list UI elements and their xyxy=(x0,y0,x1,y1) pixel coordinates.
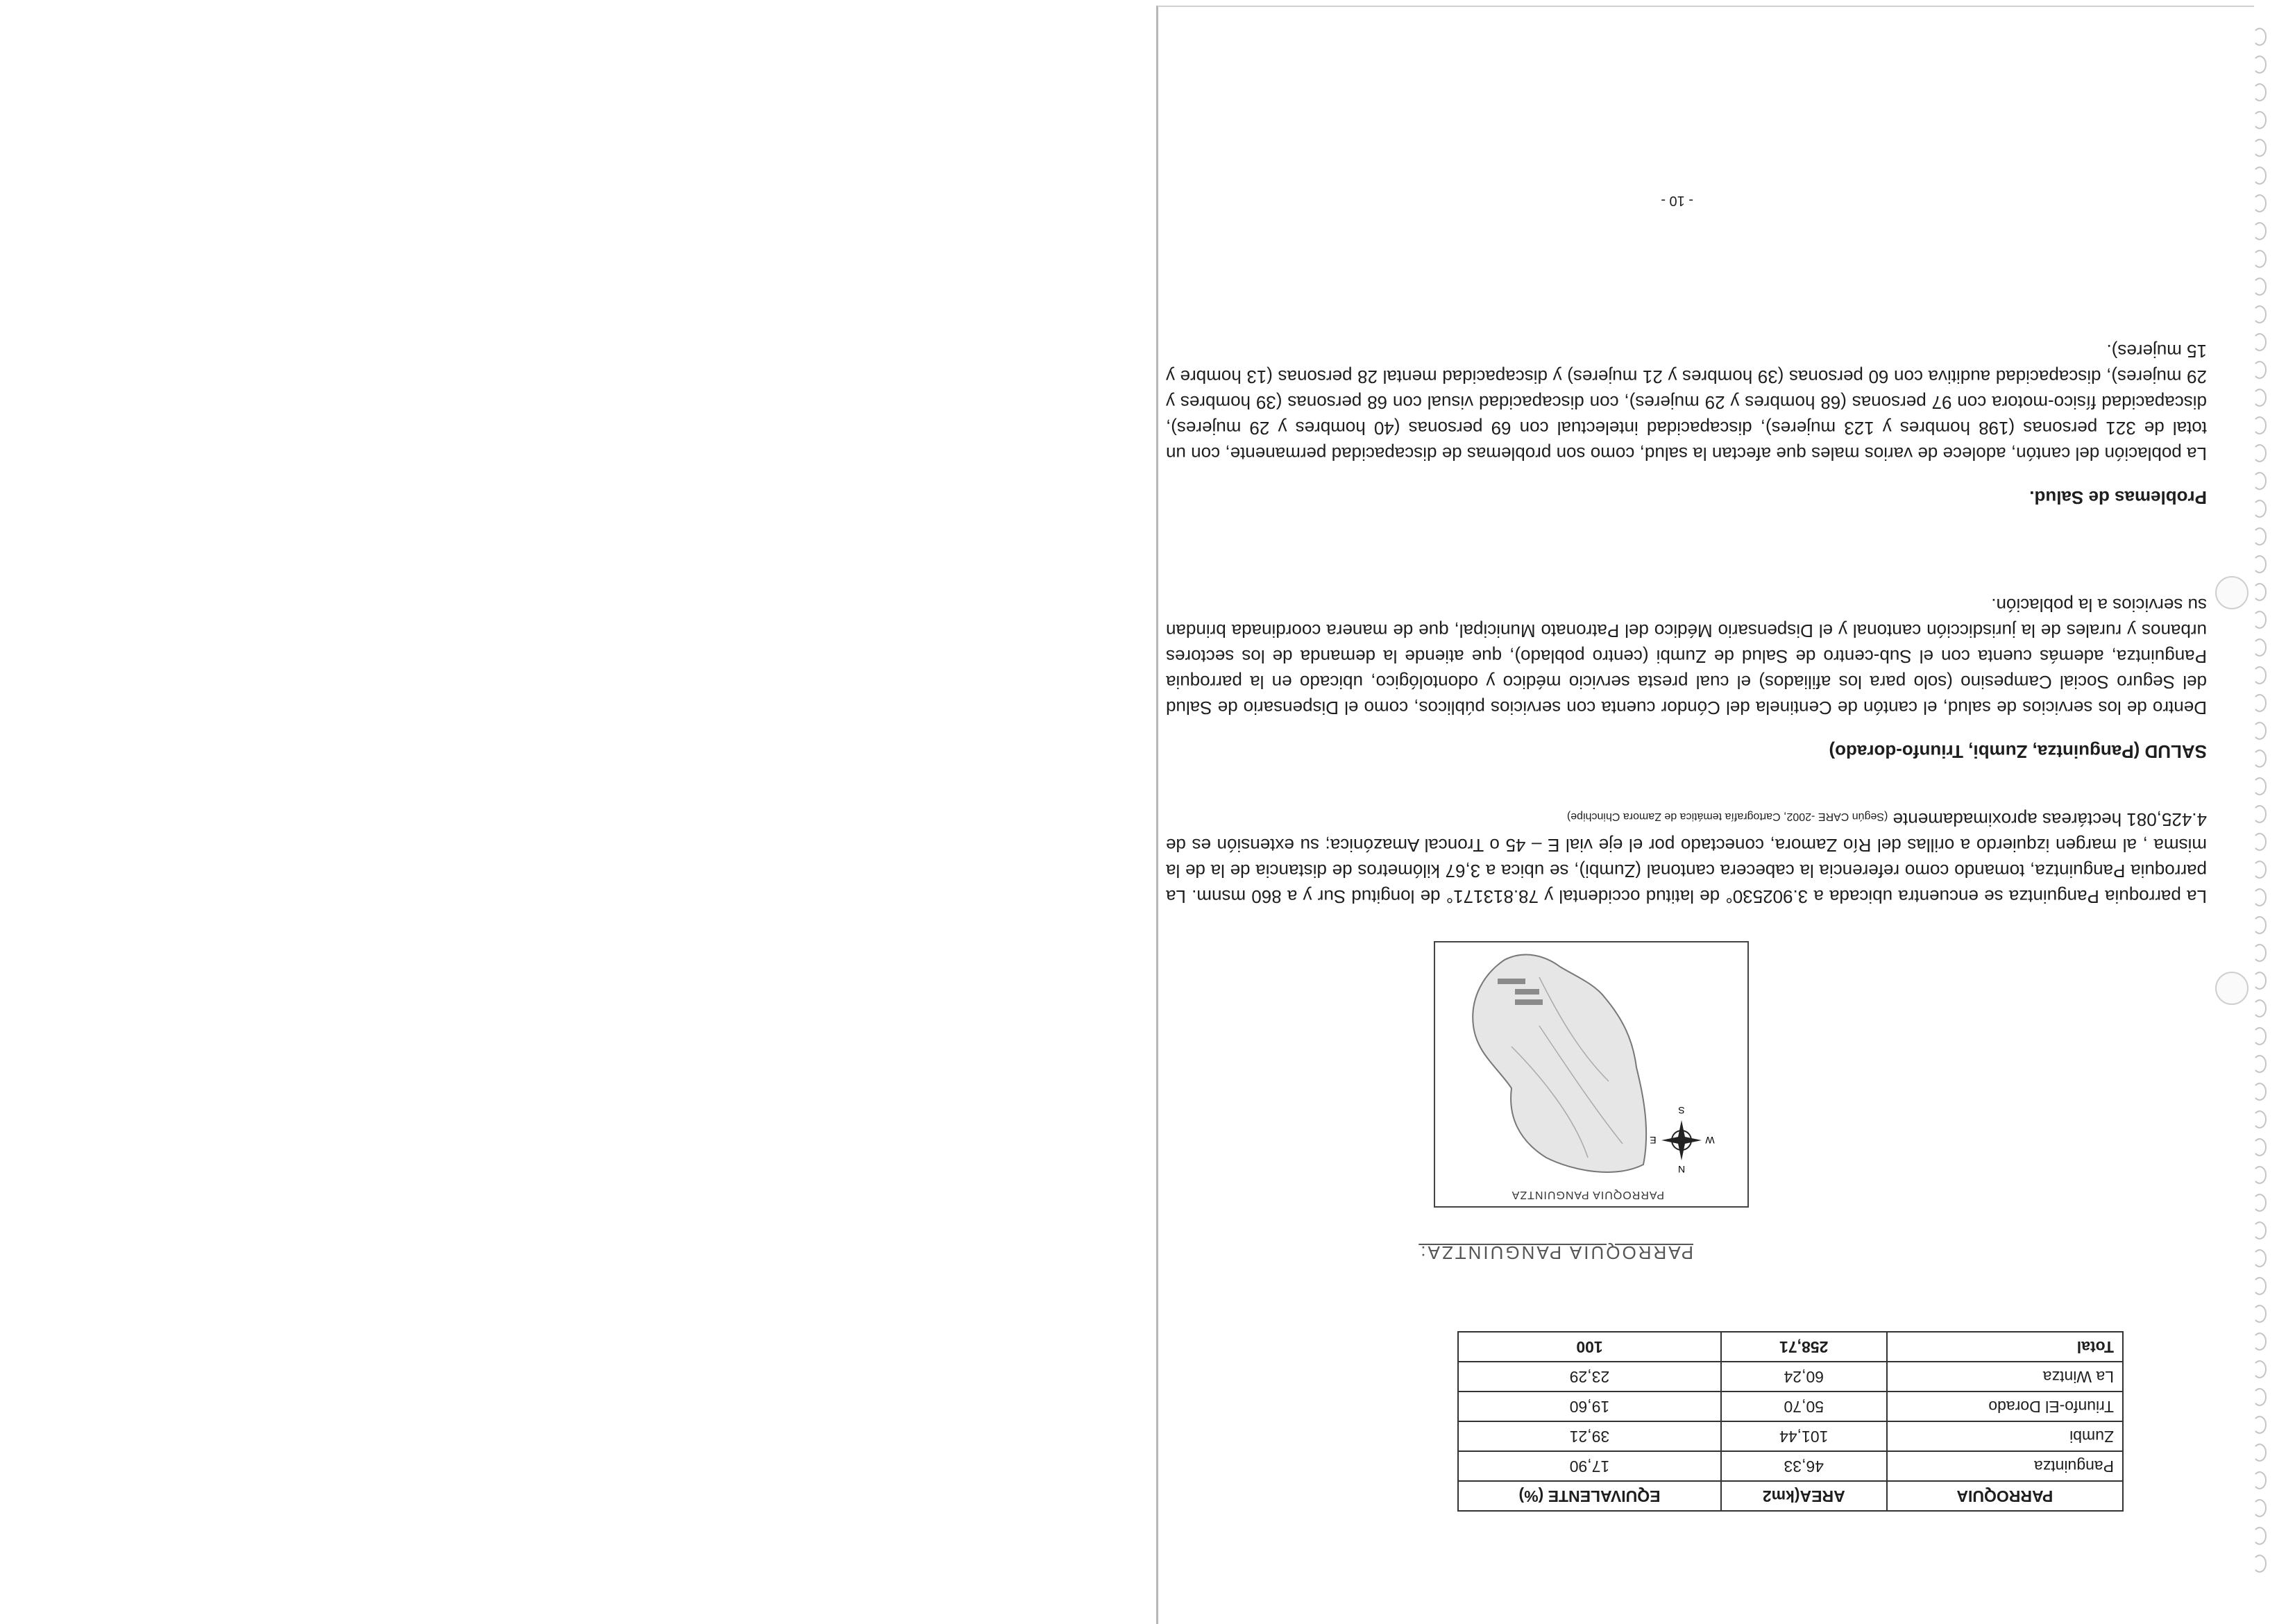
table-row xyxy=(1458,1362,2123,1392)
map-title: PARROQUIA PANGUINTZA xyxy=(1511,1189,1664,1201)
binding-ring-icon xyxy=(2253,333,2267,351)
binding-ring-icon xyxy=(2253,611,2267,629)
binding-ring-icon xyxy=(2253,389,2267,407)
table-cell: Total xyxy=(1887,1332,2123,1362)
table-cell: 46,33 xyxy=(1721,1451,1887,1481)
binding-ring-icon xyxy=(2253,527,2267,545)
map-graphic xyxy=(1435,942,1747,1206)
table-cell: Triunfo-El Dorado xyxy=(1887,1392,2123,1421)
binding-ring-icon xyxy=(2253,638,2267,657)
binding-ring-icon xyxy=(2253,250,2267,268)
binding-ring-icon xyxy=(2253,1444,2267,1462)
table-cell: 19,60 xyxy=(1458,1392,1721,1421)
column-header: PARROQUIA xyxy=(1887,1481,2123,1511)
binding-ring-icon xyxy=(2253,56,2267,74)
table-header-row xyxy=(1458,1481,2123,1511)
map-place-label-mark xyxy=(1498,979,1525,984)
binding-ring-icon xyxy=(2253,1194,2267,1212)
binding-ring-icon xyxy=(2253,222,2267,240)
heading-problems: Problemas de Salud. xyxy=(2029,487,2207,508)
binding-ring-icon xyxy=(2253,167,2267,185)
compass-label: S xyxy=(1678,1105,1685,1116)
binding-ring-icon xyxy=(2253,472,2267,490)
area-table xyxy=(1457,1331,2124,1512)
binding-ring-icon xyxy=(2253,861,2267,879)
binding-ring-icon xyxy=(2253,1138,2267,1156)
binding-ring-icon xyxy=(2253,1527,2267,1545)
table-row xyxy=(1458,1421,2123,1451)
binding-ring-icon xyxy=(2253,1388,2267,1406)
binding-ring-icon xyxy=(2253,194,2267,212)
binding-ring-icon xyxy=(2253,1333,2267,1351)
binding-ring-icon xyxy=(2253,1027,2267,1045)
table-cell: 50,70 xyxy=(1721,1392,1887,1421)
binding-ring-icon xyxy=(2253,1249,2267,1267)
binding-ring-icon xyxy=(2253,583,2267,601)
map-place-label-mark xyxy=(1515,999,1543,1005)
binding-ring-icon xyxy=(2253,805,2267,823)
binding-ring-icon xyxy=(2253,1110,2267,1128)
binding-ring-icon xyxy=(2253,972,2267,990)
compass-label: N xyxy=(1677,1164,1686,1175)
binding-ring-icon xyxy=(2253,1305,2267,1323)
binding-ring-icon xyxy=(2253,888,2267,906)
paragraph-text: La parroquia Panguintza se encuentra ubicada a 3.902530° de latitud occidental y 78.813171° de longitud Sur y a 860 msnm. La parroquia Panguintza, tomando como referencia la cabecera cantonal (Zumbi), se ubica a 3,67 kilómetros de distancia de la de la misma , al margen izquierdo a orillas del Río Zamora, conectado por el eje vial E – 45 o Troncal Amazónica; su extensión es de 4.425,081 hectáreas aproximadamente xyxy=(1166,809,2207,907)
binding-ring-icon xyxy=(2253,1083,2267,1101)
table-cell: 39,21 xyxy=(1458,1421,1721,1451)
binding-ring-icon xyxy=(2253,833,2267,851)
table-cell: 100 xyxy=(1458,1332,1721,1362)
table-row xyxy=(1458,1451,2123,1481)
paragraph-problems: La población del cantón, adolece de varios males que afectan la salud, como son problemas de discapacidad permanente, con un total de 321 personas (198 hombres y 123 mujeres), discapacidad intelectual con 69 personas (40 hombres y 29 mujeres), discapacidad físico-motora con 97 personas (68 hombres y 29 mujeres), con discapacidad visual con 68 personas (39 hombres y 29 mujeres), discapacidad auditiva con 60 personas (39 hombres y 21 mujeres) y discapacidad mental 28 personas (13 hombre y 15 mujeres). xyxy=(1166,341,2207,464)
binding-ring-icon xyxy=(2253,555,2267,573)
table-cell: La Wintza xyxy=(1887,1362,2123,1392)
binding-ring-icon xyxy=(2253,361,2267,379)
binding-ring-icon xyxy=(2253,305,2267,323)
binding-ring-icon xyxy=(2253,28,2267,46)
table-cell: 60,24 xyxy=(1721,1362,1887,1392)
binding-ring-icon xyxy=(2253,83,2267,101)
binding-ring-icon xyxy=(2253,750,2267,768)
binding-ring-icon xyxy=(2253,722,2267,740)
binding-ring-icon xyxy=(2253,278,2267,296)
column-header: EQUIVALENTE (%) xyxy=(1458,1481,1721,1511)
binding-ring-icon xyxy=(2253,1166,2267,1184)
binding-ring-icon xyxy=(2253,944,2267,962)
paragraph-health: Dentro de los servicios de salud, el cantón de Centinela del Cóndor cuenta con servicios públicos, como el Dispensario de Salud del Seguro Social Campesino (solo para los afiliados) el cual presta servicio médico y odontológico, ubicado en la parroquia Panguintza, además cuenta con el Sub-centro de Salud de Zumbi (centro poblado), que atiende la demanda de los sectores urbanos y rurales de la jurisdicción cantonal y el Dispensario Médico del Patronato Municipal, que de manera coordinada brindan su servicios a la población. xyxy=(1166,595,2207,718)
table-total-row xyxy=(1458,1332,2123,1362)
binding-ring-icon xyxy=(2253,1277,2267,1295)
table-cell: 17,90 xyxy=(1458,1451,1721,1481)
heading-health: SALUD (Panguintza, Zumbi, Triunfo-dorado) xyxy=(1829,741,2207,762)
table-cell: 23,29 xyxy=(1458,1362,1721,1392)
binding-ring-icon xyxy=(2253,500,2267,518)
source-note: (Según CARE -2002, Cartografía temática de Zamora Chinchipe) xyxy=(1566,811,1888,822)
binding-ring-icon xyxy=(2253,1555,2267,1573)
binding-ring-icon xyxy=(2253,444,2267,462)
binding-ring-icon xyxy=(2253,916,2267,934)
table-cell: 101,44 xyxy=(1721,1421,1887,1451)
binding-ring-icon xyxy=(2253,1055,2267,1073)
column-header: AREA(km2 xyxy=(1721,1481,1887,1511)
binding-ring-icon xyxy=(2253,694,2267,712)
binding-ring-icon xyxy=(2253,139,2267,157)
binding-ring-icon xyxy=(2253,1416,2267,1434)
binding-ring-icon xyxy=(2253,666,2267,684)
binding-ring-icon xyxy=(2253,1360,2267,1378)
binding-ring-icon xyxy=(2253,999,2267,1017)
binding-ring-icon xyxy=(2253,1471,2267,1489)
table-row xyxy=(1458,1392,2123,1421)
table-cell: Zumbi xyxy=(1887,1421,2123,1451)
compass-rose-icon xyxy=(1650,1105,1714,1175)
map-place-label-mark xyxy=(1515,989,1539,995)
rotated-page xyxy=(1159,7,2249,1624)
paragraph-location xyxy=(1166,804,2207,909)
compass-label: E xyxy=(1650,1135,1657,1146)
parish-boundary xyxy=(1473,955,1646,1172)
compass-label: W xyxy=(1705,1135,1715,1146)
map-heading: PARROQUIA PANGUINTZA: xyxy=(1419,1242,1693,1263)
binding-ring-icon xyxy=(2253,1221,2267,1240)
binding-ring-icon xyxy=(2253,777,2267,795)
parish-map xyxy=(1434,941,1749,1208)
binding-ring-icon xyxy=(2253,416,2267,434)
table-cell: Panguintza xyxy=(1887,1451,2123,1481)
spiral-binding xyxy=(2249,28,2283,1624)
paper-edge xyxy=(1156,6,1158,1624)
page-number: - 10 - xyxy=(1661,193,1693,208)
binding-ring-icon xyxy=(2253,1499,2267,1517)
table-cell: 258,71 xyxy=(1721,1332,1887,1362)
binding-ring-icon xyxy=(2253,111,2267,129)
